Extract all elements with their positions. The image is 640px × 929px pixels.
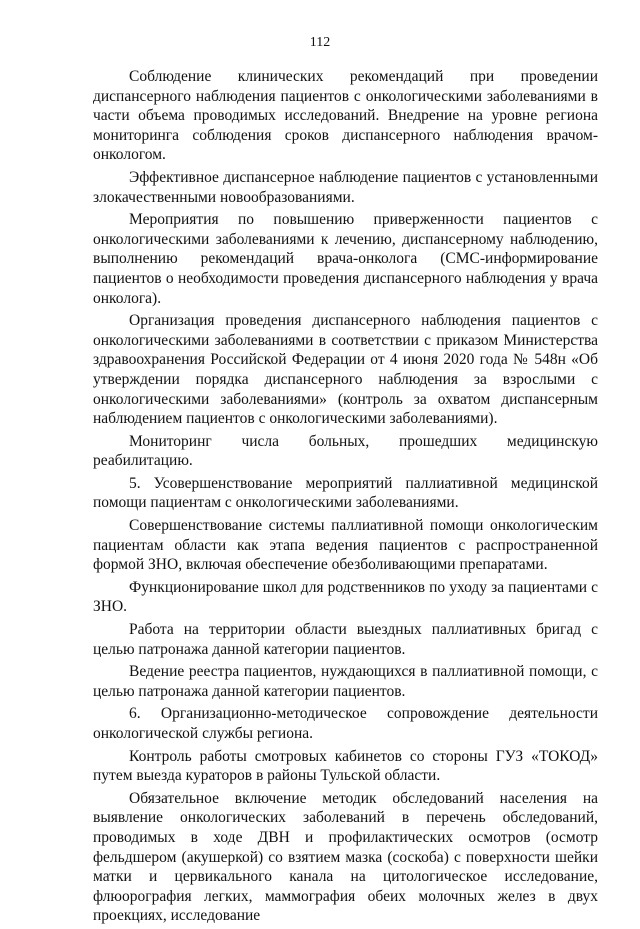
paragraph-1: Соблюдение клинических рекомендаций при проведении диспансерного наблюдения пациентов с онкологическими заболеваниями в части объема проводимых исследований. Внедрение на уровне региона мониторинга соблюдения сроков диспансерного наблюдения врачом-онкологом. bbox=[93, 68, 598, 164]
paragraph-2: Эффективное диспансерное наблюдение пациентов с установленными злокачественными новообразованиями. bbox=[93, 168, 598, 206]
paragraph-12: Контроль работы смотровых кабинетов со стороны ГУЗ «ТОКОД» путем выезда кураторов в районы Тульской области. bbox=[93, 747, 598, 785]
paragraph-8: Функционирование школ для родственников по уходу за пациентами с ЗНО. bbox=[93, 578, 598, 616]
paragraph-7: Совершенствование системы паллиативной помощи онкологическим пациентам области как этапа ведения пациентов с распространенной формой ЗНО, включая обеспечение обезболивающими препаратами. bbox=[93, 517, 598, 574]
paragraph-4: Организация проведения диспансерного наблюдения пациентов с онкологическими заболеваниями в соответствии с приказом Министерства здравоохранения Российской Федерации от 4 июня 2020 года № 548н «Об утверждении порядка диспансерного наблюдения за взрослыми с онкологическими заболеваниями» (контроль за охватом диспансерным наблюдением пациентов с онкологическими заболеваниями). bbox=[93, 312, 598, 428]
paragraph-13: Обязательное включение методик обследований населения на выявление онкологических заболеваний в перечень обследований, проводимых в ходе ДВН и профилактических осмотров (осмотр фельдшером (акушеркой) со взятием мазка (соскоба) с поверхности шейки матки и цервикального канала на цитологическое исследование, флюорография легких, маммография обеих молочных желез в двух проекциях, исследование bbox=[93, 789, 598, 925]
paragraph-10: Ведение реестра пациентов, нуждающихся в паллиативной помощи, с целью патронажа данной категории пациентов. bbox=[93, 663, 598, 700]
section-heading-5: 5. Усовершенствование мероприятий паллиативной медицинской помощи пациентам с онкологическими заболеваниями. bbox=[93, 474, 598, 512]
paragraph-5: Мониторинг числа больных, прошедших медицинскую реабилитацию. bbox=[93, 432, 598, 470]
page-number: 112 bbox=[309, 35, 331, 50]
body-text bbox=[93, 67, 598, 929]
paragraph-9: Работа на территории области выездных паллиативных бригад с целью патронажа данной категории пациентов. bbox=[93, 621, 598, 658]
paragraph-3: Мероприятия по повышению приверженности пациентов с онкологическими заболеваниями к лечению, диспансерному наблюдению, выполнению рекомендаций врача-онколога (СМС-информирование пациентов о необходимости проведения диспансерного наблюдения у врача онколога). bbox=[93, 211, 598, 307]
section-heading-6: 6. Организационно-методическое сопровождение деятельности онкологической службы региона. bbox=[93, 705, 598, 742]
